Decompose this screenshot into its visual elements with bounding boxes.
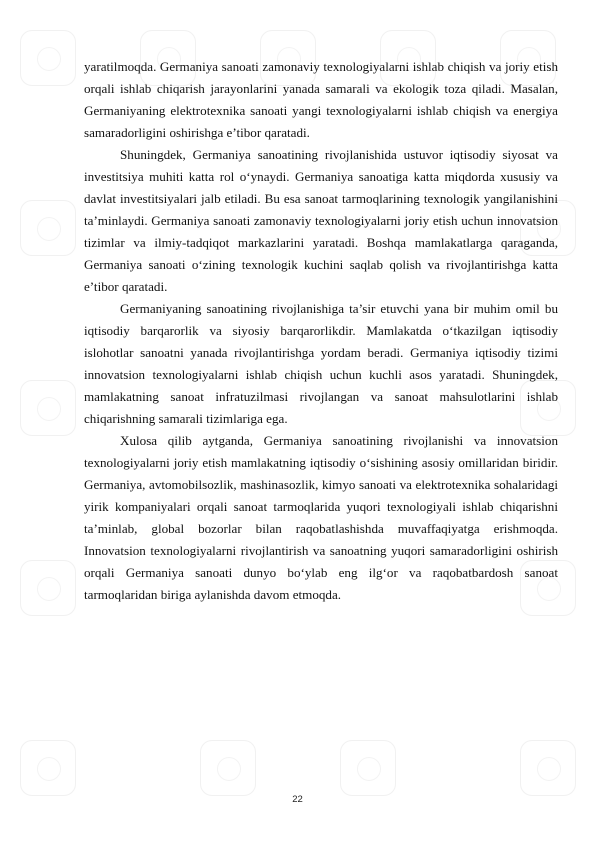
watermark-icon (20, 740, 76, 796)
watermark-icon (20, 200, 76, 256)
watermark-icon (200, 740, 256, 796)
page-number: 22 (292, 794, 303, 805)
paragraph-conclusion: Xulosa qilib aytganda, Germaniya sanoatining rivojlanishi va innovatsion texnologiyalarni joriy etish mamlakatning iqtisodiy o‘sishining asosiy omillaridan biridir. Germaniya, avtomobilsozlik, mashinasozlik, kimyo sanoati va elektrotexnika sohalaridagi yirik kompaniyalari orqali sanoat tarmoqlarida yuqori texnologiyali ishlab chiqarishni ta’minlab, global bozorlar bilan raqobatlashishda muvaffaqiyatga erishmoqda. Innovatsion texnologiyalarni rivojlantirish va sanoatning yuqori samaradorligini oshirish orqali Germaniya sanoati dunyo bo‘ylab eng ilg‘or va raqobatbardosh sanoat tarmoqlaridan biriga aylanishda davom etmoqda. (84, 433, 558, 602)
watermark-icon (20, 380, 76, 436)
watermark-icon (340, 740, 396, 796)
watermark-icon (520, 740, 576, 796)
paragraph-stability: Germaniyaning sanoatining rivojlanishiga ta’sir etuvchi yana bir muhim omil bu iqtisodiy barqarorlik va siyosiy barqarorlikdir. Mamlakatda o‘tkazilgan iqtisodiy islohotlar sanoatni yanada rivojlantirishga yordam beradi. Germaniya iqtisodiy tizimi innovatsion texnologiyalarni ishlab chiqish uchun kuchli asos yaratadi. Shuningdek, mamlakatning sanoat infratuzilmasi rivojlangan va sanoat mahsulotlarini ishlab chiqarishning samarali tizimlariga ega. (84, 301, 558, 426)
document-body (84, 56, 558, 606)
paragraph-continuation: yaratilmoqda. Germaniya sanoati zamonaviy texnologiyalarni ishlab chiqish va joriy etish orqali ishlab chiqarish jarayonlarini yanada samarali va ekologik toza qiladi. Masalan, Germaniyaning elektrotexnika sanoati yangi texnologiyalarni ishlab chiqish va energiya samaradorligini oshirishga e’tibor qaratadi. (84, 59, 558, 140)
watermark-icon (20, 560, 76, 616)
watermark-icon (20, 30, 76, 86)
paragraph-investment: Shuningdek, Germaniya sanoatining rivojlanishida ustuvor iqtisodiy siyosat va investitsiya muhiti katta rol o‘ynaydi. Germaniya sanoatiga katta miqdorda xususiy va davlat investitsiyalari jalb etiladi. Bu esa sanoat tarmoqlarining texnologik yangilanishini ta’minlaydi. Germaniya sanoati zamonaviy texnologiyalarni joriy etish uchun innovatsion tizimlar va ilmiy-tadqiqot markazlarini yaratadi. Boshqa mamlakatlarga qaraganda, Germaniya sanoati o‘zining texnologik kuchini saqlab qolish va rivojlantirishga katta e’tibor qaratadi. (84, 147, 558, 294)
